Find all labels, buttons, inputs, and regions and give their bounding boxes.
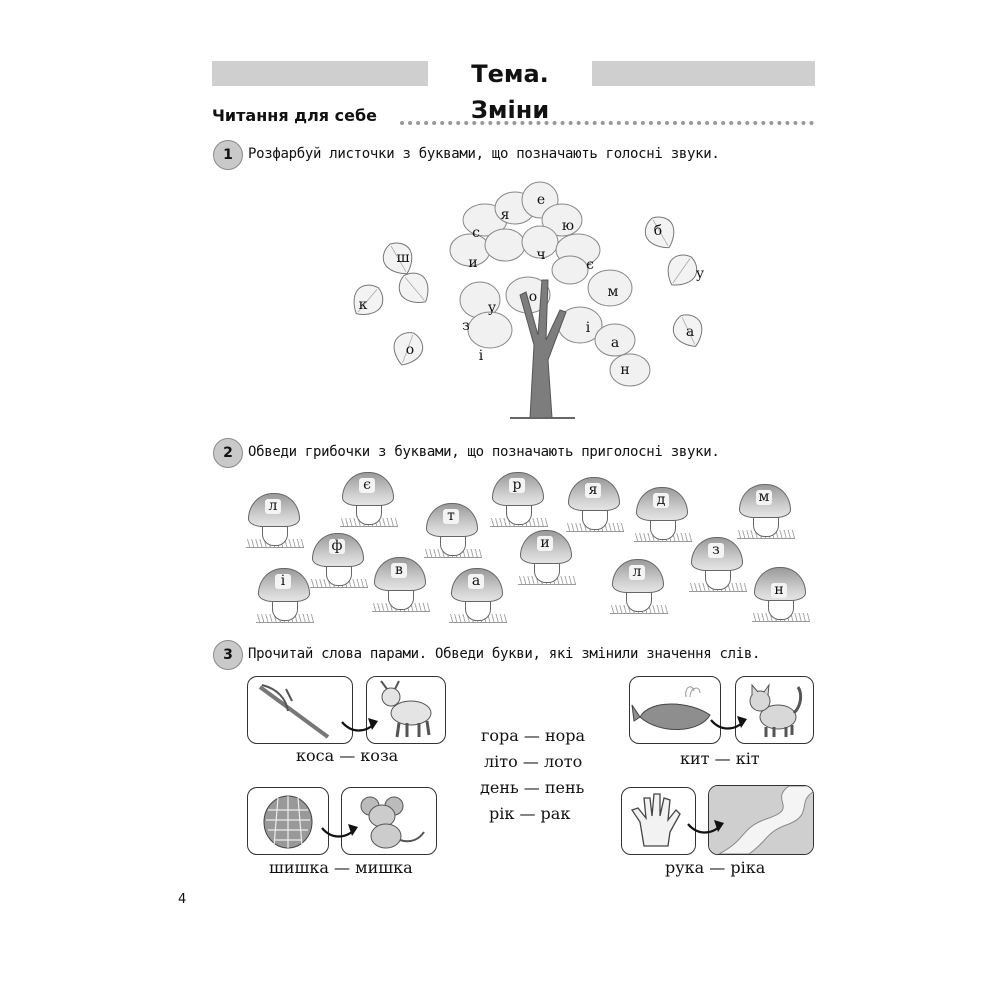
word-pair: гора — нора [481, 726, 586, 745]
task-1-text: Розфарбуй листочки з буквами, що позначають голосні звуки. [248, 146, 720, 162]
mushroom[interactable] [246, 493, 306, 563]
leaf-letter[interactable]: і [478, 348, 484, 364]
mushroom-letter: м [756, 490, 772, 505]
mushroom-letter: і [275, 574, 291, 589]
mushroom[interactable] [340, 472, 400, 542]
mushroom[interactable] [689, 537, 749, 607]
leaf-letter[interactable]: у [487, 300, 497, 316]
section-heading: Читання для себе [212, 106, 378, 125]
leaf-letter[interactable]: и [468, 255, 478, 271]
word-pair: рік — рак [489, 804, 571, 823]
page-number: 4 [178, 892, 187, 907]
mushroom-letter: д [653, 493, 669, 508]
mushroom-letter: я [585, 483, 601, 498]
mushroom[interactable] [256, 568, 316, 638]
arrow-icon [318, 812, 364, 842]
leaf-letter[interactable]: о [528, 289, 538, 305]
mushroom[interactable] [518, 530, 578, 600]
mushroom-letter: т [443, 509, 459, 524]
mushroom-letter: з [708, 543, 724, 558]
arrow-icon [707, 704, 753, 734]
mushroom[interactable] [310, 533, 370, 603]
mushroom[interactable] [424, 503, 484, 573]
dotted-divider [400, 121, 814, 125]
picture-pair-label: рука — ріка [665, 858, 766, 877]
leaf-letter[interactable]: о [405, 342, 415, 358]
picture-pair-label: коса — коза [296, 746, 399, 765]
word-pair: літо — лото [484, 752, 583, 771]
leaf-letter[interactable]: м [607, 284, 619, 300]
mushroom-letter: а [468, 574, 484, 589]
mushroom-letter: в [391, 563, 407, 578]
mushroom-letter: р [509, 478, 525, 493]
mushroom[interactable] [752, 567, 812, 637]
page-title: Тема. Зміни [428, 56, 592, 92]
leaf-letter[interactable]: ш [396, 250, 410, 266]
leaf-letter[interactable]: а [610, 335, 620, 351]
leaf-letter[interactable]: е [536, 192, 546, 208]
mushroom-letter: є [359, 478, 375, 493]
leaf-letter[interactable]: н [620, 362, 630, 378]
task-1-number: 1 [213, 140, 243, 170]
mushroom-letter: л [265, 499, 281, 514]
leaf-letter[interactable]: а [685, 324, 695, 340]
leaf-letter[interactable]: є [586, 257, 594, 273]
leaf-letter[interactable]: я [500, 207, 510, 223]
task-2-number: 2 [213, 438, 243, 468]
arrow-icon [338, 706, 384, 736]
picture-pair-label: кит — кіт [680, 749, 760, 768]
mushroom[interactable] [449, 568, 509, 638]
task-2-text: Обведи грибочки з буквами, що позначають приголосні звуки. [248, 444, 720, 460]
leaf-letter[interactable]: ч [536, 247, 546, 263]
picture-pair-label: шишка — мишка [269, 858, 413, 877]
word-pair: день — пень [480, 778, 585, 797]
leaf-letter[interactable]: к [358, 297, 368, 313]
leaf-letter[interactable]: у [695, 266, 705, 282]
pinecone-picture [247, 787, 329, 855]
mushroom[interactable] [372, 557, 432, 627]
leaf-letter[interactable]: б [653, 223, 663, 239]
leaf-letter[interactable]: с [472, 225, 480, 241]
mushroom-letter: л [629, 565, 645, 580]
mushroom[interactable] [610, 559, 670, 629]
mushroom-letter: н [771, 583, 787, 598]
leaf-letter[interactable]: з [462, 318, 470, 334]
mushroom-letter: и [537, 536, 553, 551]
mushroom[interactable] [634, 487, 694, 557]
task-3-number: 3 [213, 640, 243, 670]
leaf-letter[interactable]: ю [561, 218, 575, 234]
task-3-text: Прочитай слова парами. Обведи букви, які змінили значення слів. [248, 646, 761, 662]
arrow-icon [684, 808, 730, 838]
mushroom-letter: ф [329, 539, 345, 554]
leaf-letter[interactable]: і [585, 320, 591, 336]
